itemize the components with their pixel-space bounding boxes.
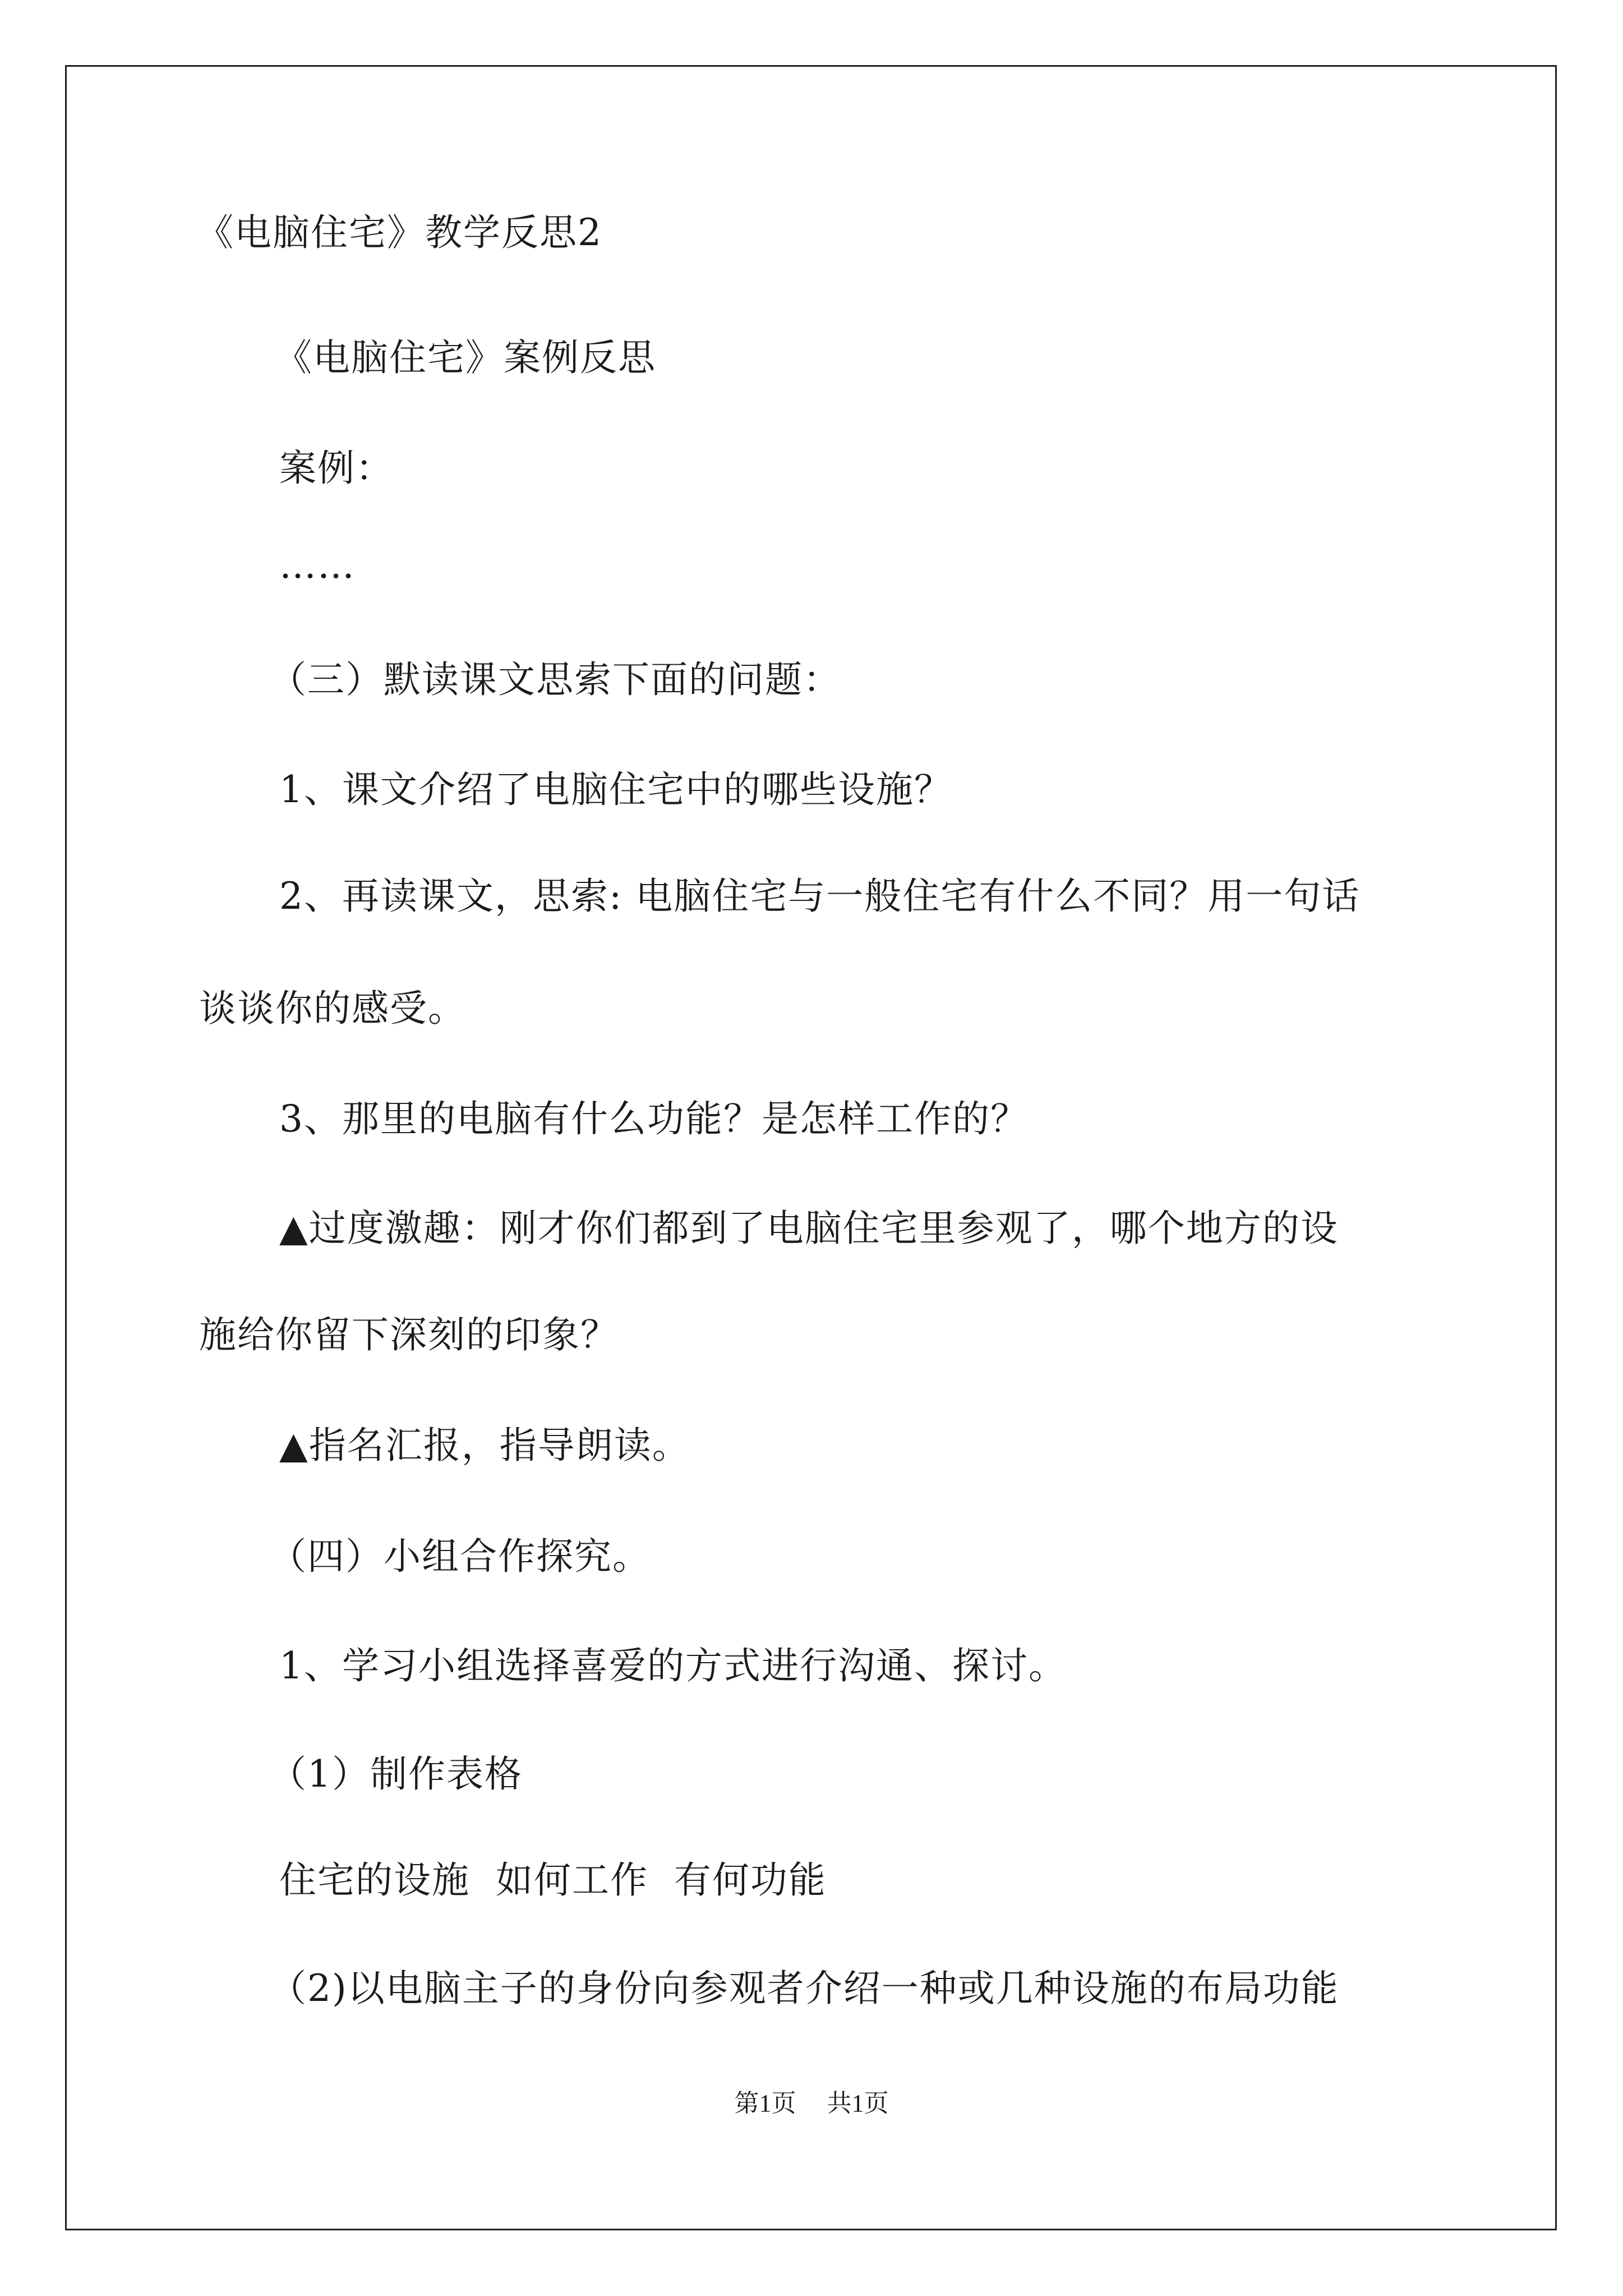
paragraph: （三）默读课文思索下面的问题： — [269, 658, 841, 701]
paragraph: 1、课文介绍了电脑住宅中的哪些设施？ — [279, 768, 952, 811]
paragraph: （四）小组合作探究。 — [269, 1535, 651, 1578]
paragraph: （1）制作表格 — [269, 1752, 523, 1796]
paragraph: 2、再读课文，思索: 电脑住宅与一般住宅有什么不同？用一句话 — [279, 875, 1361, 918]
paragraph: （2)以电脑主子的身份向参观者介绍一种或几种设施的布局功能 — [269, 1967, 1339, 2010]
paragraph: ▲指名汇报，指导朗读。 — [279, 1424, 690, 1467]
page-footer — [0, 2087, 1623, 2120]
page-total: 共1页 — [827, 2090, 889, 2117]
document-title: 《电脑住宅》教学反思2 — [196, 211, 602, 254]
paragraph: ▲过度激趣：刚才你们都到了电脑住宅里参观了，哪个地方的设 — [279, 1207, 1339, 1250]
paragraph: 案例： — [279, 447, 394, 490]
paragraph: 谈谈你的感受。 — [199, 987, 466, 1030]
paragraph: 3、那里的电脑有什么功能？是怎样工作的？ — [279, 1097, 1029, 1140]
paragraph: …… — [279, 544, 356, 587]
paragraph: 1、学习小组选择喜爱的方式进行沟通、探讨。 — [279, 1644, 1067, 1687]
paragraph: 《电脑住宅》案例反思 — [275, 336, 656, 379]
page-border — [65, 65, 1557, 2230]
paragraph: 施给你留下深刻的印象？ — [199, 1313, 619, 1356]
paragraph: 住宅的设施 如何工作 有何功能 — [279, 1858, 827, 1902]
page-number: 第1页 — [734, 2090, 796, 2117]
